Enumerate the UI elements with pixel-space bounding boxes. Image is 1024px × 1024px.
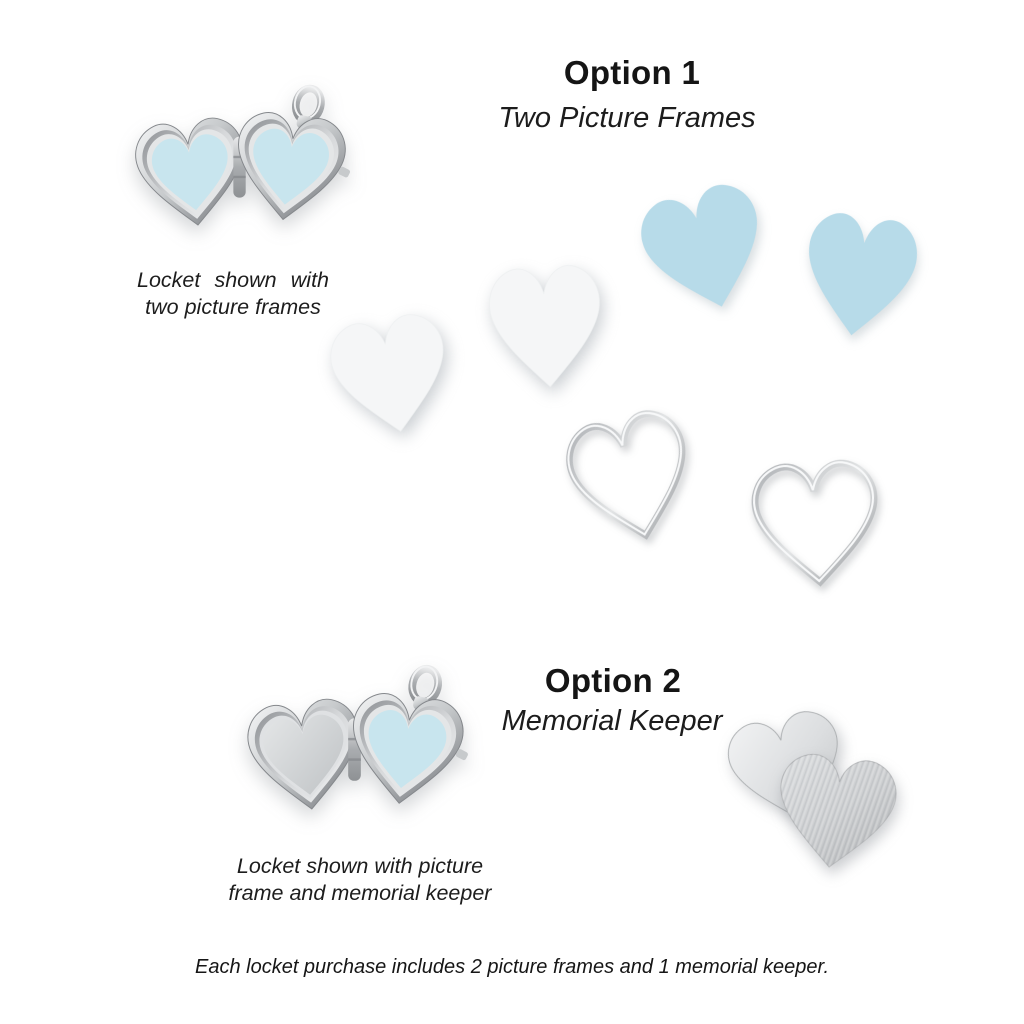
option1-subheading: Two Picture Frames [498,102,756,134]
option1-caption-line1: Locket shown with [136,268,329,292]
white-cover-heart-right [480,253,611,397]
option2-heading: Option 2 [544,662,682,699]
open-locket-memorial-keeper-image [238,656,472,851]
option2-subheading: Memorial Keeper [501,705,723,737]
option1-caption [108,267,358,320]
locket-right-half-picture-frame [345,690,475,811]
locket-left-half-picture-frame [132,115,251,232]
blue-picture-frame-heart-left [624,166,786,331]
locket-left-half-memorial-keeper [244,696,366,816]
footer-note: Each locket purchase includes 2 picture frames and 1 memorial keeper. [194,956,830,978]
blue-picture-frame-heart-right [791,198,929,349]
option1-caption-line2: two picture frames [145,294,321,319]
option2-caption-line2: frame and memorial keeper [228,880,492,905]
option2-caption-line1: Locket shown with picture [236,854,484,878]
open-locket-two-frames-image [126,76,354,266]
silver-wire-heart-right [746,451,887,593]
locket-right-half-picture-frame [230,109,357,227]
option1-heading: Option 1 [563,54,701,91]
option2-caption [200,853,520,906]
white-cover-heart-left [318,299,464,448]
silver-wire-heart-left [554,396,709,557]
memorial-keeper-heart-front-brushed [765,741,907,881]
